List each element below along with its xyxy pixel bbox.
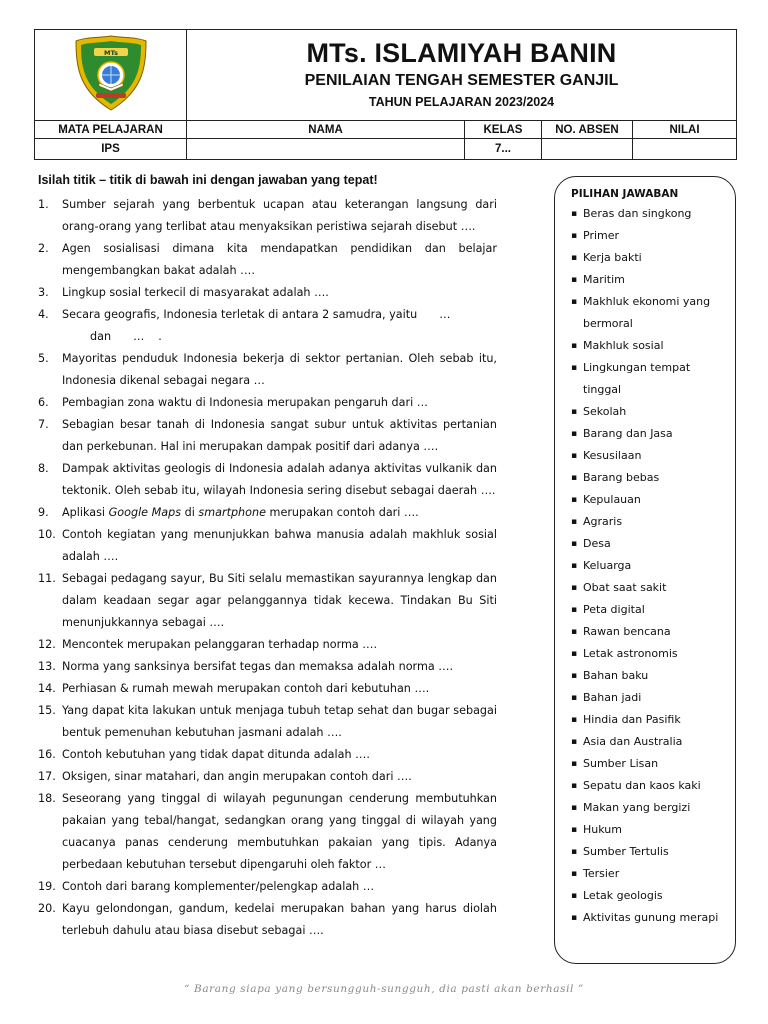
answer-choice-text: Kesusilaan xyxy=(583,449,642,462)
answer-choices-title: PILIHAN JAWABAN xyxy=(571,188,679,200)
answer-choice xyxy=(571,247,725,269)
question-text: Norma yang sanksinya bersifat tegas dan memaksa adalah norma …. xyxy=(62,660,454,673)
question-number: 2. xyxy=(38,242,49,255)
question-text-part: merupakan contoh dari …. xyxy=(265,506,419,519)
answer-choice-text: Rawan bencana xyxy=(583,625,671,638)
answer-choice xyxy=(571,291,725,335)
answer-choice-text: Desa xyxy=(583,537,611,550)
bullet-icon: ▪ xyxy=(571,891,578,901)
answer-choice xyxy=(571,357,725,401)
col-class: KELAS xyxy=(465,121,542,139)
question-number: 20. xyxy=(38,902,56,915)
answer-choice-text: Bahan baku xyxy=(583,669,649,682)
bullet-icon: ▪ xyxy=(571,253,578,263)
answer-choice xyxy=(571,467,725,489)
question-number: 13. xyxy=(38,660,56,673)
bullet-icon: ▪ xyxy=(571,913,578,923)
bullet-icon: ▪ xyxy=(571,583,578,593)
question-text: Perhiasan & rumah mewah merupakan contoh dari kebutuhan …. xyxy=(62,682,430,695)
instruction: Isilah titik – titik di bawah ini dengan jawaban yang tepat! xyxy=(38,173,378,187)
answer-choice-text: Primer xyxy=(583,229,620,242)
question-item xyxy=(38,502,497,524)
question-number: 15. xyxy=(38,704,56,717)
answer-choice xyxy=(571,731,725,753)
question-text xyxy=(62,502,497,524)
answer-choice xyxy=(571,621,725,643)
bullet-icon: ▪ xyxy=(571,605,578,615)
blank-dots: … xyxy=(439,308,451,321)
answer-choice xyxy=(571,863,725,885)
bullet-icon: ▪ xyxy=(571,649,578,659)
bullet-icon: ▪ xyxy=(571,209,578,219)
question-text: Lingkup sosial terkecil di masyarakat adalah …. xyxy=(62,286,329,299)
answer-choice-text: Maritim xyxy=(583,273,625,286)
bullet-icon: ▪ xyxy=(571,517,578,527)
question-number: 14. xyxy=(38,682,56,695)
bullet-icon: ▪ xyxy=(571,407,578,417)
bullet-icon: ▪ xyxy=(571,473,578,483)
answer-choice-text: Kerja bakti xyxy=(583,251,642,264)
question-text: Sebagian besar tanah di Indonesia sangat subur untuk aktivitas pertanian dan perkebunan. Hal ini merupakan dampak positif dari adanya …. xyxy=(62,418,497,453)
score-field[interactable] xyxy=(633,139,737,160)
answer-choice xyxy=(571,709,725,731)
bullet-icon: ▪ xyxy=(571,759,578,769)
answer-choice-text: Barang dan Jasa xyxy=(583,427,673,440)
question-number: 10. xyxy=(38,528,56,541)
footer-quote: “ Barang siapa yang bersungguh-sungguh, dia pasti akan berhasil ” xyxy=(184,983,584,995)
bullet-icon: ▪ xyxy=(571,715,578,725)
question-number: 4. xyxy=(38,308,49,321)
answer-choice-text: Sepatu dan kaos kaki xyxy=(583,779,701,792)
answer-choice xyxy=(571,489,725,511)
answer-choices-list xyxy=(571,203,725,929)
bullet-icon: ▪ xyxy=(571,693,578,703)
question-item xyxy=(38,744,497,766)
answer-choice-text: Makhluk sosial xyxy=(583,339,664,352)
subject-value: IPS xyxy=(35,139,187,160)
question-number: 8. xyxy=(38,462,49,475)
answer-choice xyxy=(571,203,725,225)
question-item xyxy=(38,898,497,942)
name-field[interactable] xyxy=(187,139,465,160)
question-text: Seseorang yang tinggal di wilayah pegunungan cenderung membutuhkan pakaian yang tebal/hangat, sedangkan orang yang tinggal di wilayah yang cuacanya panas cenderung membutuhkan pakaian yang tipis. Adanya perbedaan kebutuhan tersebut dipengaruhi oleh faktor … xyxy=(62,792,497,871)
question-text: Dampak aktivitas geologis di Indonesia adalah adanya aktivitas vulkanik dan tektonik. Oleh sebab itu, wilayah Indonesia sering disebut sebagai daerah …. xyxy=(62,462,497,497)
answer-choice-text: Tersier xyxy=(583,867,620,880)
question-text: Sebagai pedagang sayur, Bu Siti selalu memastikan sayurannya lengkap dan dalam keadaan segar agar pelanggannya tidak kecewa. Tindakan Bu Siti menunjukkannya sebagai …. xyxy=(62,572,497,629)
question-number: 16. xyxy=(38,748,56,761)
device-name: smartphone xyxy=(198,506,266,519)
answer-choice-text: Barang bebas xyxy=(583,471,660,484)
question-text-part: dan xyxy=(90,330,112,343)
class-field[interactable]: 7... xyxy=(465,139,542,160)
question-text: Mencontek merupakan pelanggaran terhadap norma …. xyxy=(62,638,378,651)
question-item xyxy=(38,700,497,744)
question-item xyxy=(38,766,497,788)
question-item xyxy=(38,656,497,678)
answer-choice-text: Lingkungan tempat tinggal xyxy=(583,361,691,396)
academic-year: TAHUN PELAJARAN 2023/2024 xyxy=(368,95,555,109)
bullet-icon: ▪ xyxy=(571,539,578,549)
absen-field[interactable] xyxy=(542,139,633,160)
answer-choice xyxy=(571,753,725,775)
answer-choice xyxy=(571,643,725,665)
question-text: Kayu gelondongan, gandum, kedelai merupakan bahan yang harus diolah terlebuh dahulu atau biasa disebut sebagai …. xyxy=(62,902,497,937)
school-name: MTs. ISLAMIYAH BANIN xyxy=(306,38,617,68)
blank-dots: … xyxy=(133,330,145,343)
answer-choice-text: Sumber Tertulis xyxy=(583,845,669,858)
question-item xyxy=(38,634,497,656)
answer-choice xyxy=(571,533,725,555)
question-item xyxy=(38,458,497,502)
bullet-icon: ▪ xyxy=(571,803,578,813)
answer-choice xyxy=(571,885,725,907)
answer-choice-text: Agraris xyxy=(583,515,623,528)
header-table xyxy=(34,29,737,160)
answer-choice-text: Obat saat sakit xyxy=(583,581,667,594)
col-subject: MATA PELAJARAN xyxy=(35,121,187,139)
answer-choice-text: Letak astronomis xyxy=(583,647,678,660)
answer-choice xyxy=(571,225,725,247)
answer-choices-box xyxy=(554,176,736,964)
question-text: Agen sosialisasi dimana kita mendapatkan pendidikan dan belajar mengembangkan bakat adalah …. xyxy=(62,242,497,277)
question-number: 17. xyxy=(38,770,56,783)
answer-choice-text: Hindia dan Pasifik xyxy=(583,713,681,726)
question-text: Pembagian zona waktu di Indonesia merupakan pengaruh dari … xyxy=(62,396,428,409)
question-item xyxy=(38,194,497,238)
answer-choice-text: Asia dan Australia xyxy=(583,735,683,748)
question-number: 7. xyxy=(38,418,49,431)
bullet-icon: ▪ xyxy=(571,429,578,439)
question-item xyxy=(38,282,497,304)
answer-choice-text: Peta digital xyxy=(583,603,645,616)
question-item xyxy=(38,414,497,458)
answer-choice-text: Sumber Lisan xyxy=(583,757,659,770)
question-number: 18. xyxy=(38,792,56,805)
question-number: 19. xyxy=(38,880,56,893)
bullet-icon: ▪ xyxy=(571,297,578,307)
question-number: 1. xyxy=(38,198,49,211)
answer-choice xyxy=(571,907,725,929)
question-item xyxy=(38,304,497,348)
answer-choice xyxy=(571,687,725,709)
bullet-icon: ▪ xyxy=(571,737,578,747)
bullet-icon: ▪ xyxy=(571,363,578,373)
question-text: Contoh kebutuhan yang tidak dapat ditunda adalah …. xyxy=(62,748,370,761)
answer-choice-text: Letak geologis xyxy=(583,889,663,902)
question-text: Contoh dari barang komplementer/pelengkap adalah … xyxy=(62,880,375,893)
question-item xyxy=(38,392,497,414)
bullet-icon: ▪ xyxy=(571,231,578,241)
question-text: Yang dapat kita lakukan untuk menjaga tubuh tetap sehat dan bugar sebagai bentuk pemenuhan kebutuhan jasmani adalah …. xyxy=(62,704,497,739)
answer-choice-text: Hukum xyxy=(583,823,622,836)
bullet-icon: ▪ xyxy=(571,275,578,285)
bullet-icon: ▪ xyxy=(571,671,578,681)
question-item xyxy=(38,678,497,700)
question-item xyxy=(38,348,497,392)
bullet-icon: ▪ xyxy=(571,869,578,879)
app-name: Google Maps xyxy=(108,506,182,519)
col-absen: NO. ABSEN xyxy=(542,121,633,139)
question-item xyxy=(38,788,497,876)
answer-choice xyxy=(571,555,725,577)
bullet-icon: ▪ xyxy=(571,341,578,351)
logo-text: MTs xyxy=(103,48,118,57)
answer-choice-text: Makhluk ekonomi yang bermoral xyxy=(583,295,711,330)
answer-choice xyxy=(571,335,725,357)
answer-choice xyxy=(571,401,725,423)
question-number: 5. xyxy=(38,352,49,365)
question-text: Mayoritas penduduk Indonesia bekerja di sektor pertanian. Oleh sebab itu, Indonesia dikenal sebagai negara … xyxy=(62,352,497,387)
question-item xyxy=(38,238,497,282)
answer-choice-text: Keluarga xyxy=(583,559,632,572)
bullet-icon: ▪ xyxy=(571,781,578,791)
question-number: 11. xyxy=(38,572,56,585)
answer-choice-text: Sekolah xyxy=(583,405,627,418)
school-logo xyxy=(72,33,150,113)
col-score: NILAI xyxy=(633,121,737,139)
bullet-icon: ▪ xyxy=(571,495,578,505)
answer-choice xyxy=(571,445,725,467)
question-item xyxy=(38,524,497,568)
answer-choice xyxy=(571,841,725,863)
question-text: Sumber sejarah yang berbentuk ucapan atau keterangan langsung dari orang-orang yang terlibat atau menyaksikan peristiwa sejarah disebut …. xyxy=(62,198,497,233)
question-list xyxy=(38,194,497,942)
answer-choice-text: Kepulauan xyxy=(583,493,641,506)
answer-choice-text: Beras dan singkong xyxy=(583,207,692,220)
question-text: Contoh kegiatan yang menunjukkan bahwa manusia adalah makhluk sosial adalah …. xyxy=(62,528,497,563)
bullet-icon: ▪ xyxy=(571,451,578,461)
answer-choice xyxy=(571,599,725,621)
question-text-part: Secara geografis, Indonesia terletak di antara 2 samudra, yaitu xyxy=(62,308,418,321)
answer-choice xyxy=(571,577,725,599)
answer-choice xyxy=(571,511,725,533)
question-item xyxy=(38,876,497,898)
bullet-icon: ▪ xyxy=(571,561,578,571)
question-text-end: . xyxy=(158,330,162,343)
answer-choice xyxy=(571,269,725,291)
question-number: 3. xyxy=(38,286,49,299)
question-number: 6. xyxy=(38,396,49,409)
school-heading xyxy=(187,30,737,121)
question-item xyxy=(38,568,497,634)
answer-choice xyxy=(571,775,725,797)
answer-choice-text: Bahan jadi xyxy=(583,691,642,704)
answer-choice-text: Aktivitas gunung merapi xyxy=(583,911,719,924)
question-text xyxy=(62,304,497,348)
bullet-icon: ▪ xyxy=(571,847,578,857)
answer-choice xyxy=(571,665,725,687)
logo-cell xyxy=(35,30,187,121)
answer-choice-text: Makan yang bergizi xyxy=(583,801,691,814)
answer-choice xyxy=(571,819,725,841)
bullet-icon: ▪ xyxy=(571,627,578,637)
question-number: 12. xyxy=(38,638,56,651)
exam-name: PENILAIAN TENGAH SEMESTER GANJIL xyxy=(304,72,619,89)
bullet-icon: ▪ xyxy=(571,825,578,835)
question-number: 9. xyxy=(38,506,49,519)
question-text: Oksigen, sinar matahari, dan angin merupakan contoh dari …. xyxy=(62,770,412,783)
col-name: NAMA xyxy=(187,121,465,139)
answer-choice xyxy=(571,797,725,819)
question-text-part: di xyxy=(181,506,199,519)
question-text-part: Aplikasi xyxy=(62,506,109,519)
answer-choice xyxy=(571,423,725,445)
